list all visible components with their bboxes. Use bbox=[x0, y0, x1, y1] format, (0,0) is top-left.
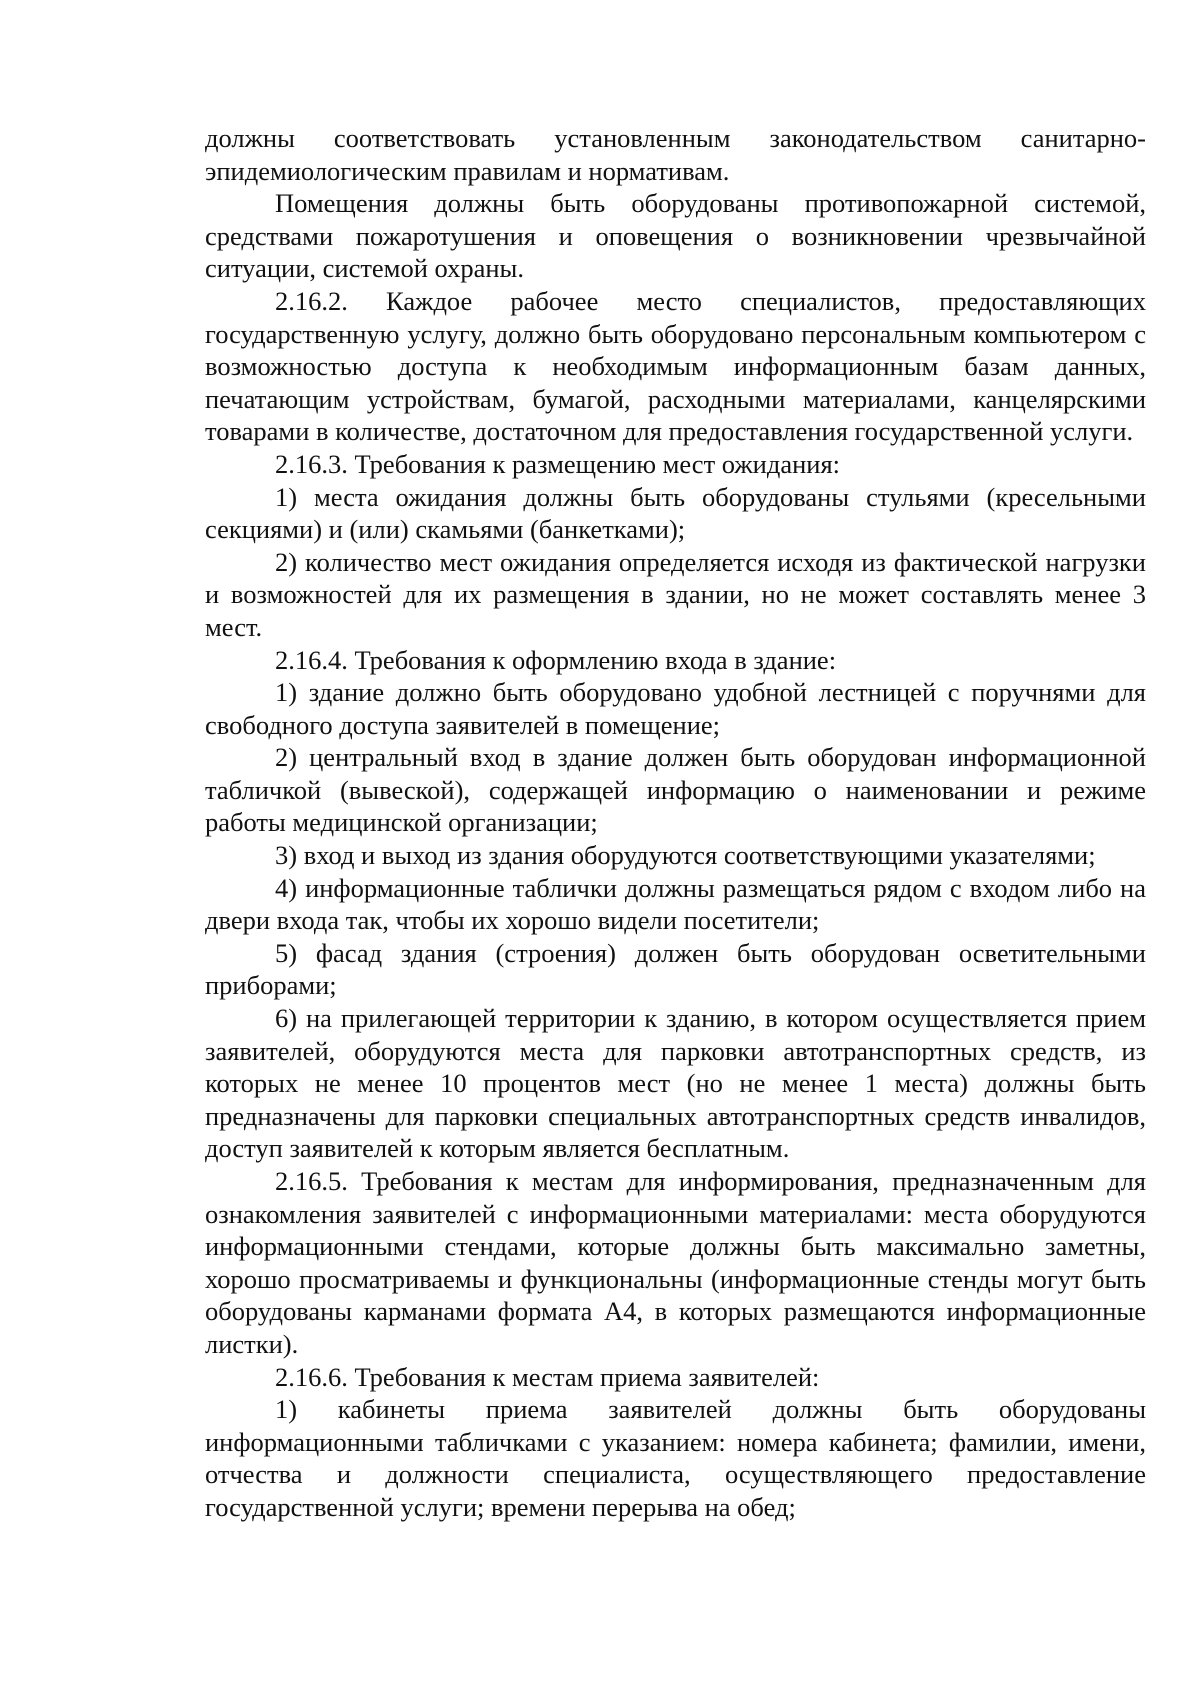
paragraph-2-16-3: 2.16.3. Требования к размещению мест ожидания: bbox=[275, 448, 841, 479]
list-item-2-16-4-6: 6) на прилегающей территории к зданию, в котором осуществляется прием заявителей, оборудуются места для парковки автотранспортных средств, из которых не менее 10 процентов мест (но не менее 1 места) должны быть предназначены для парковки специальных автотранспортных средств инвалидов, доступ заявителей к которым является бесплатным. bbox=[205, 1003, 1146, 1164]
list-item-2-16-4-3: 3) вход и выход из здания оборудуются соответствующими указателями; bbox=[275, 840, 1096, 871]
list-item-2-16-3-2: 2) количество мест ожидания определяется исходя из фактической нагрузки и возможностей для их размещения в здании, но не может составлять менее 3 мест. bbox=[205, 546, 1146, 642]
paragraph-2-16-2: 2.16.2. Каждое рабочее место специалистов, предоставляющих государственную услугу, должно быть оборудовано персональным компьютером с возможностью доступа к необходимым информационным базам данных, печатающим устройствам, бумагой, расходными материалами, канцелярскими товарами в количестве, достаточном для предоставления государственной услуги. bbox=[205, 285, 1146, 447]
paragraph-premises-fire-safety: Помещения должны быть оборудованы противопожарной системой, средствами пожаротушения и оповещения о возникновении чрезвычайной ситуации, системой охраны. bbox=[205, 188, 1146, 284]
list-item-2-16-4-1: 1) здание должно быть оборудовано удобной лестницей с поручнями для свободного доступа заявителей в помещение; bbox=[205, 677, 1146, 740]
paragraph-2-16-5: 2.16.5. Требования к местам для информирования, предназначенным для ознакомления заявителей с информационными материалами: места оборудуются информационными стендами, которые должны быть максимально заметны, хорошо просматриваемы и функциональны (информационные стенды могут быть оборудованы карманами формата А4, в которых размещаются информационные листки). bbox=[205, 1166, 1146, 1359]
document-page bbox=[205, 122, 1146, 1524]
list-item-2-16-6-1: 1) кабинеты приема заявителей должны быть оборудованы информационными табличками с указанием: номера кабинета; фамилии, имени, отчества и должности специалиста, осуществляющего предоставление государственной услуги; времени перерыва на обед; bbox=[205, 1394, 1146, 1522]
paragraph-continuation: должны соответствовать установленным законодательством санитарно-эпидемиологическим правилам и нормативам. bbox=[205, 123, 1146, 186]
list-item-2-16-4-5: 5) фасад здания (строения) должен быть оборудован осветительными приборами; bbox=[205, 937, 1146, 1001]
paragraph-2-16-4: 2.16.4. Требования к оформлению входа в здание: bbox=[275, 644, 837, 675]
list-item-2-16-4-2: 2) центральный вход в здание должен быть оборудован информационной табличкой (вывеской), содержащей информацию о наименовании и режиме работы медицинской организации; bbox=[205, 742, 1146, 838]
paragraph-2-16-6: 2.16.6. Требования к местам приема заявителей: bbox=[275, 1361, 820, 1392]
list-item-2-16-3-1: 1) места ожидания должны быть оборудованы стульями (кресельными секциями) и (или) скамьями (банкетками); bbox=[205, 481, 1146, 545]
list-item-2-16-4-4: 4) информационные таблички должны размещаться рядом с входом либо на двери входа так, чтобы их хорошо видели посетители; bbox=[205, 872, 1146, 936]
